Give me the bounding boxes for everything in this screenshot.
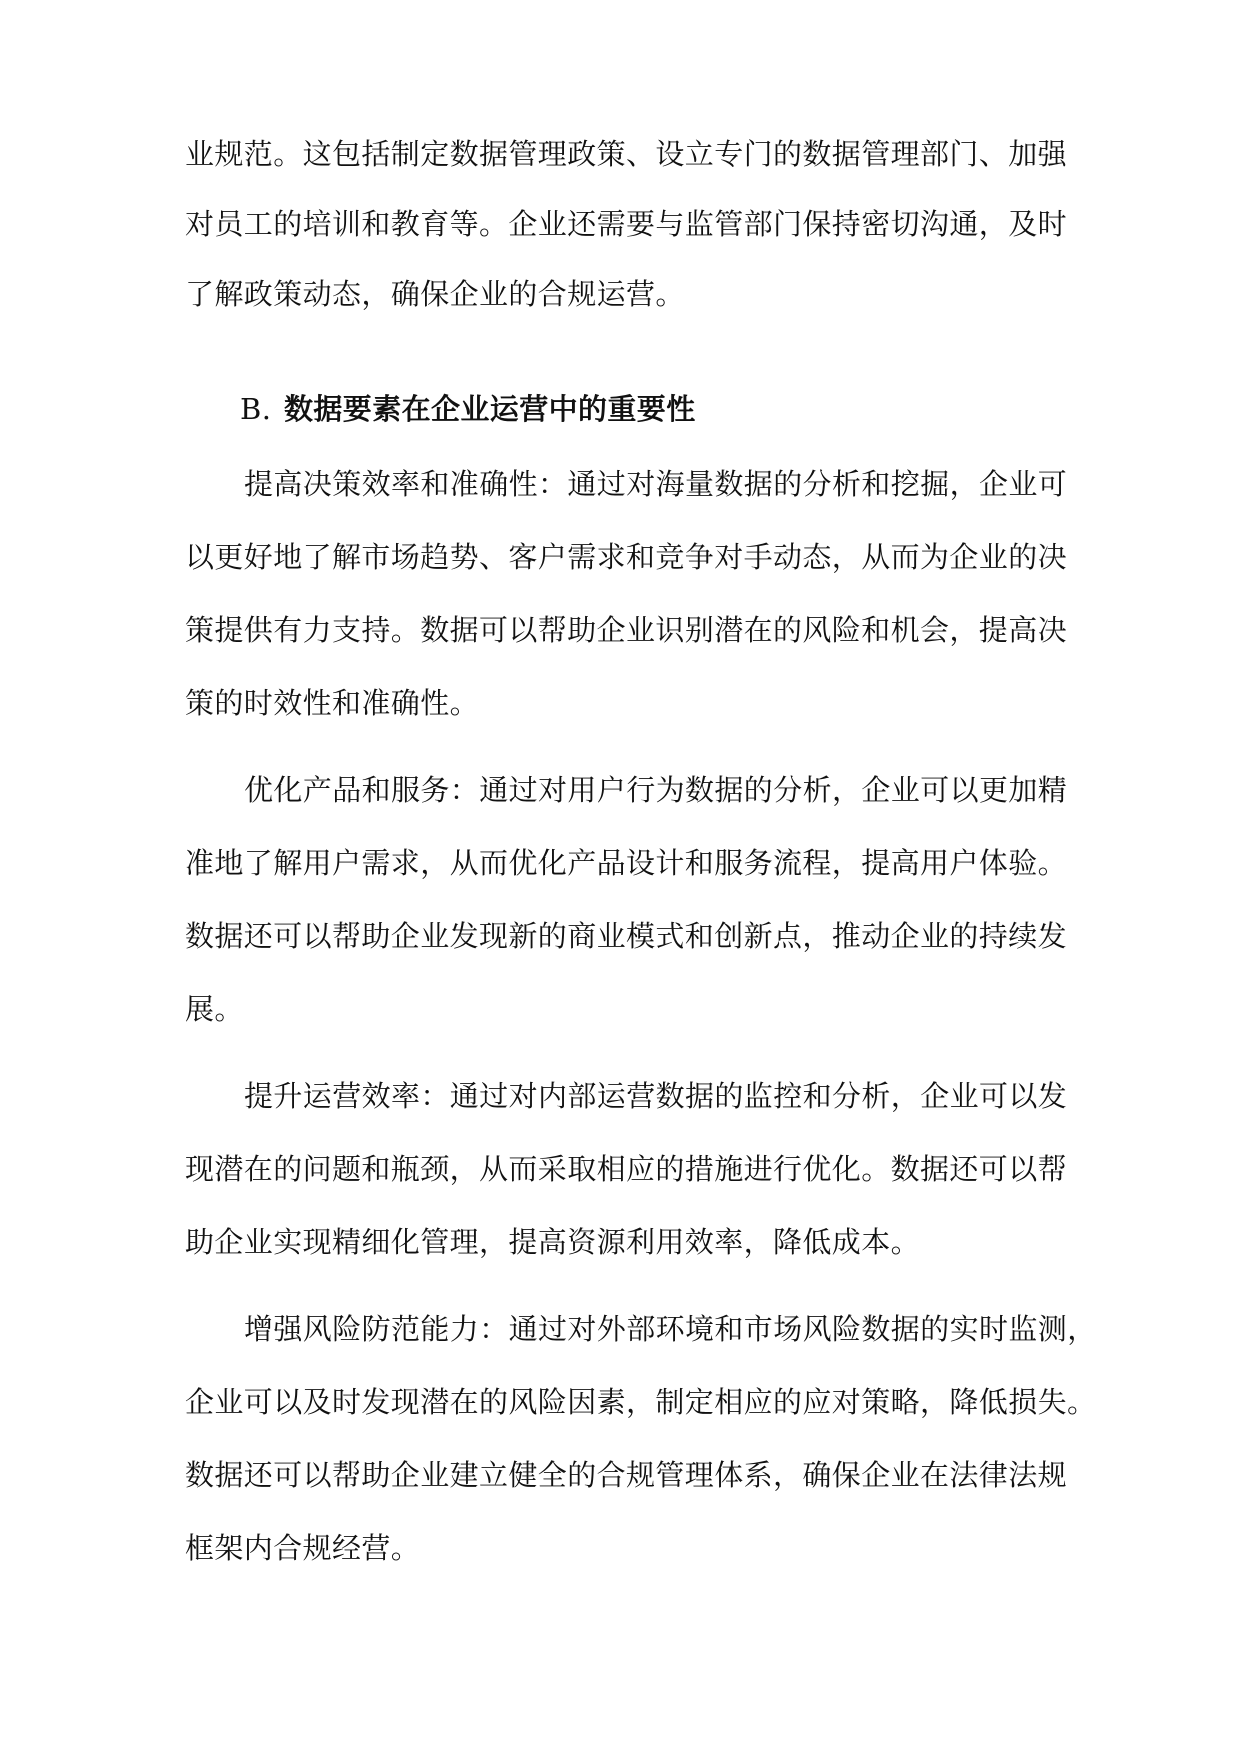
- section-title: 数据要素在企业运营中的重要性: [284, 392, 696, 426]
- text-line: 了解政策动态，确保企业的合规运营。: [185, 277, 685, 311]
- text-line: 策的时效性和准确性。: [185, 686, 480, 720]
- text-line: 优化产品和服务：通过对用户行为数据的分析，企业可以更加精: [244, 773, 1068, 807]
- text-line: 展。: [185, 992, 244, 1026]
- text-line: 框架内合规经营。: [185, 1531, 421, 1565]
- section-marker: B.: [240, 392, 272, 426]
- text-line: 助企业实现精细化管理，提高资源利用效率，降低成本。: [185, 1225, 921, 1259]
- section-heading: [240, 391, 696, 427]
- text-line: 提升运营效率：通过对内部运营数据的监控和分析，企业可以发: [244, 1079, 1068, 1113]
- text-line: 策提供有力支持。数据可以帮助企业识别潜在的风险和机会，提高决: [185, 613, 1068, 647]
- text-line: 数据还可以帮助企业发现新的商业模式和创新点，推动企业的持续发: [185, 919, 1068, 953]
- text-line: 增强风险防范能力：通过对外部环境和市场风险数据的实时监测，: [244, 1312, 1097, 1346]
- text-line: 现潜在的问题和瓶颈，从而采取相应的措施进行优化。数据还可以帮: [185, 1152, 1068, 1186]
- text-line: 准地了解用户需求，从而优化产品设计和服务流程，提高用户体验。: [185, 846, 1068, 880]
- text-line: 企业可以及时发现潜在的风险因素，制定相应的应对策略，降低损失。: [185, 1385, 1097, 1419]
- text-line: 业规范。这包括制定数据管理政策、设立专门的数据管理部门、加强: [185, 137, 1068, 171]
- text-line: 提高决策效率和准确性：通过对海量数据的分析和挖掘，企业可: [244, 467, 1068, 501]
- text-line: 以更好地了解市场趋势、客户需求和竞争对手动态，从而为企业的决: [185, 540, 1068, 574]
- text-line: 对员工的培训和教育等。企业还需要与监管部门保持密切沟通，及时: [185, 207, 1068, 241]
- text-line: 数据还可以帮助企业建立健全的合规管理体系，确保企业在法律法规: [185, 1458, 1068, 1492]
